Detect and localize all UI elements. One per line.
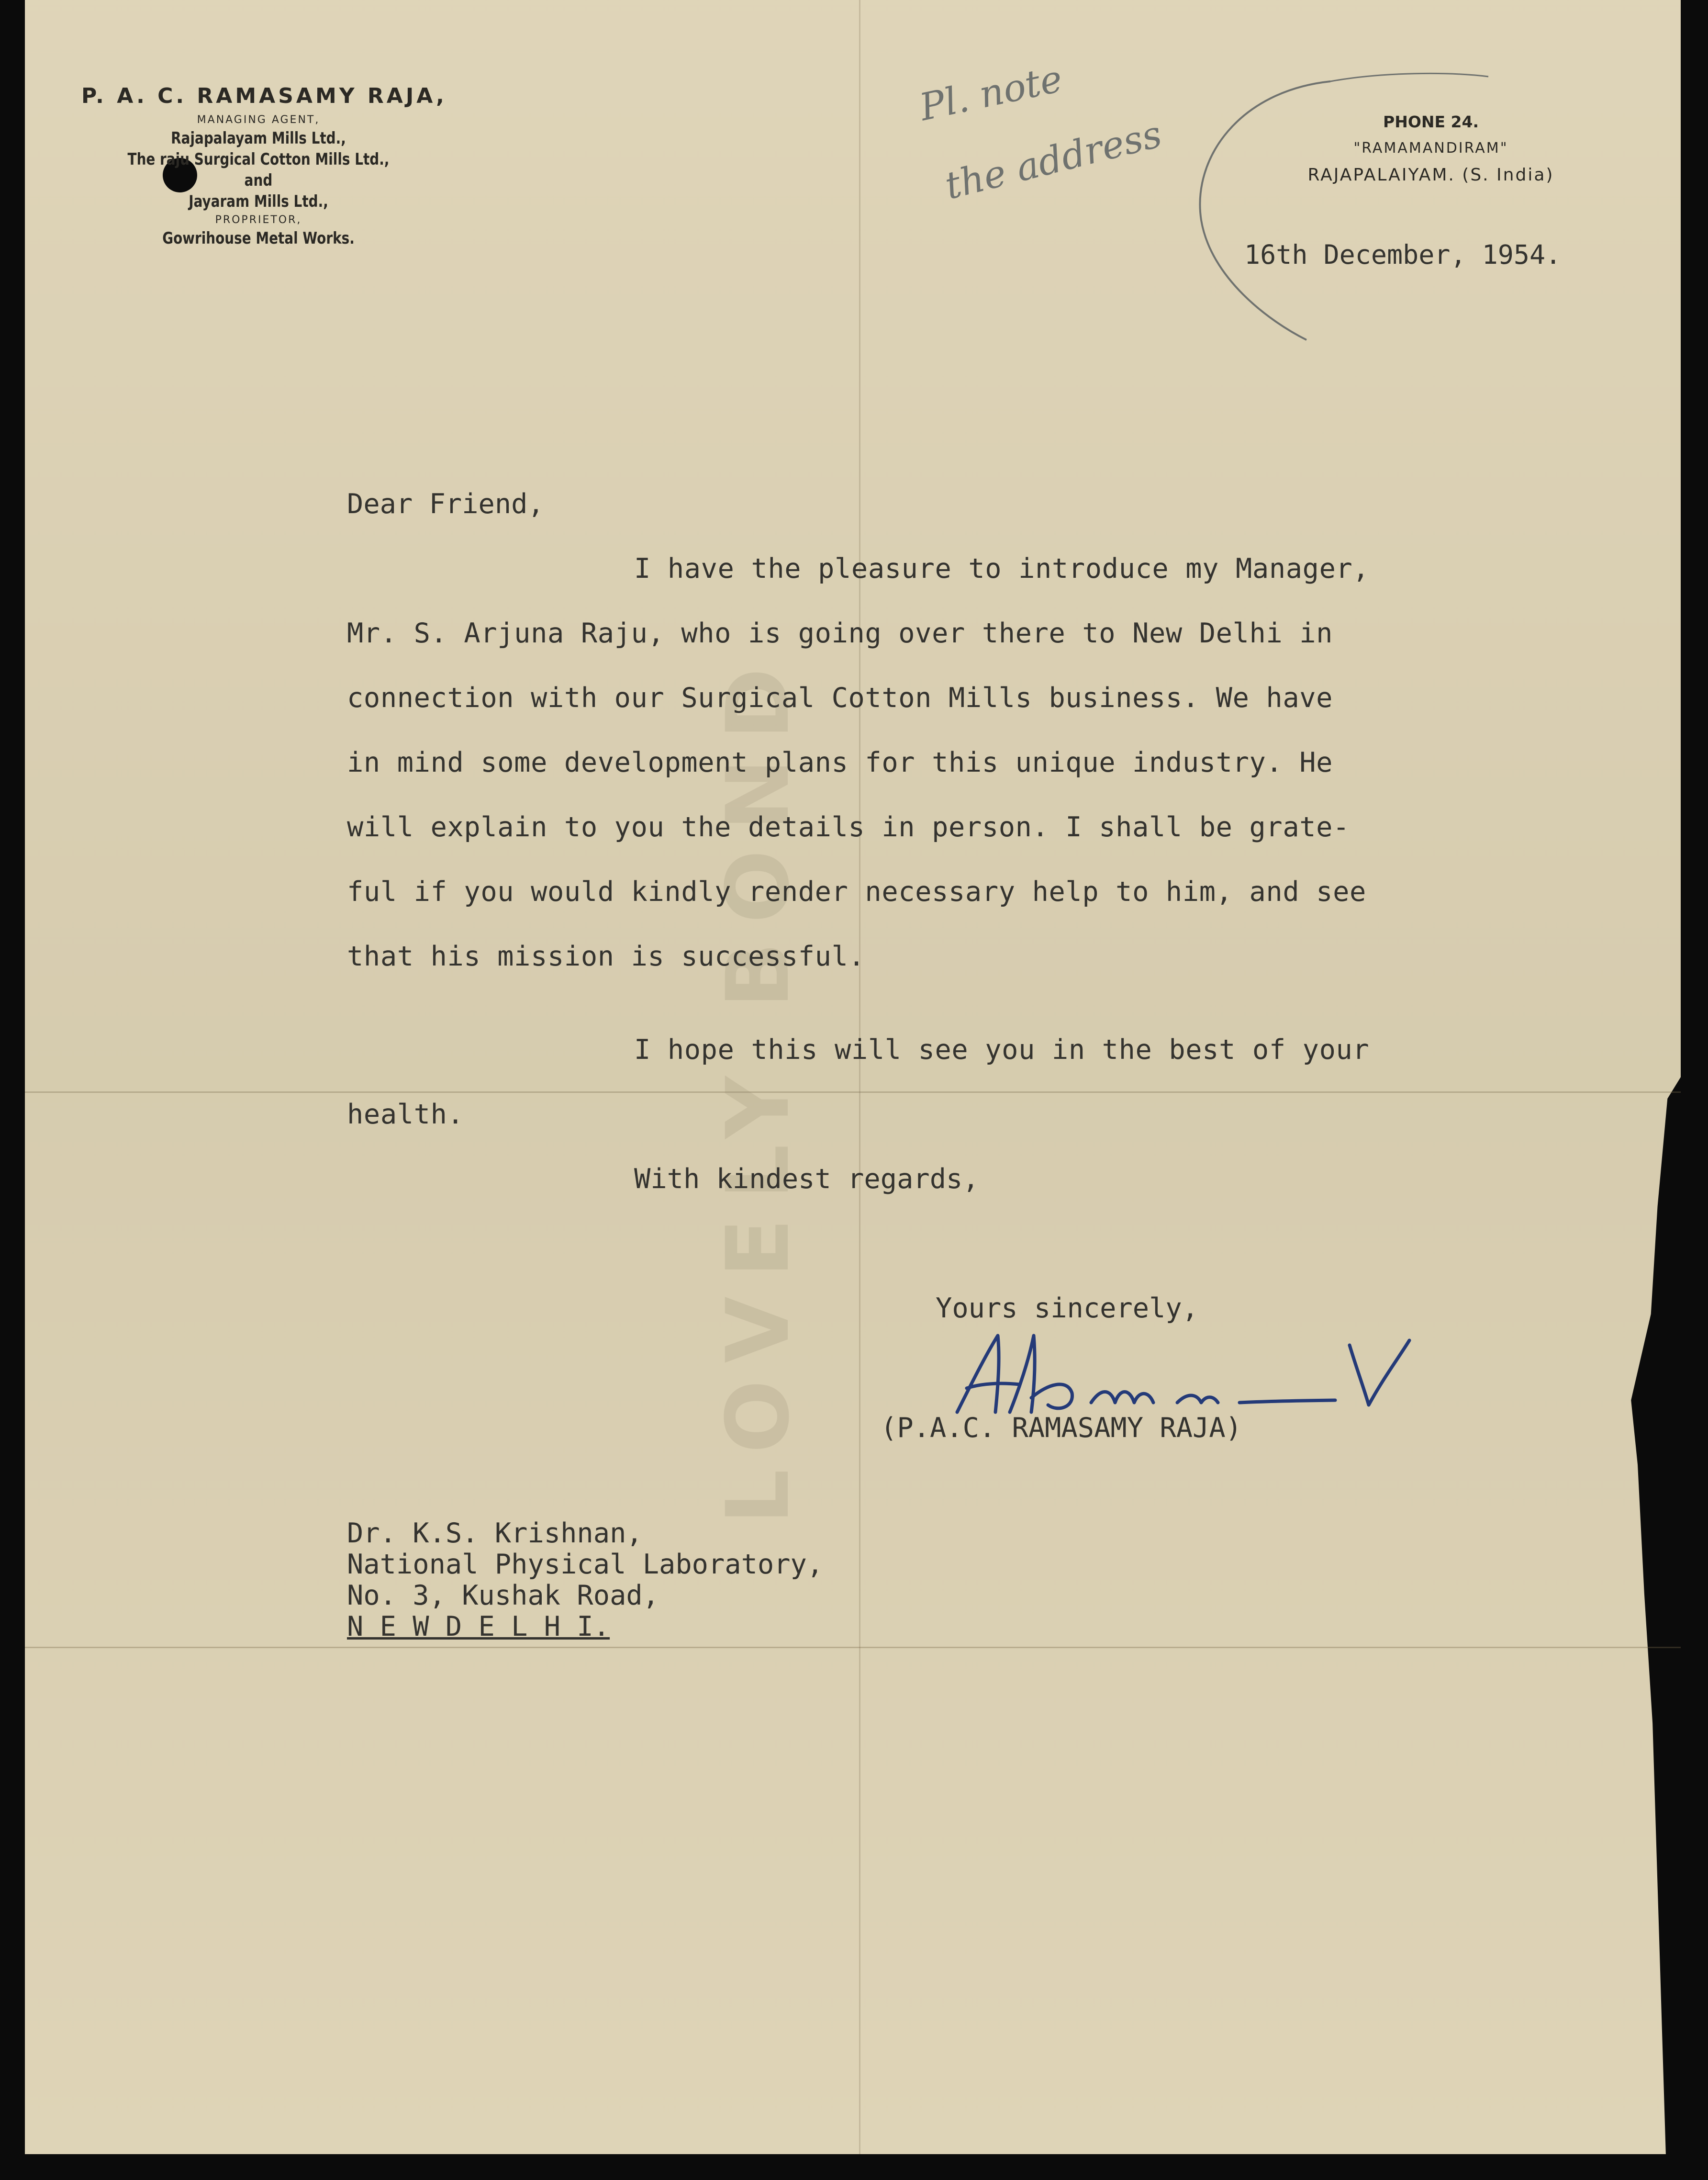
body-line: health.: [347, 1099, 464, 1130]
letterhead-name: P. A. C. RAMASAMY RAJA,: [81, 84, 447, 108]
letterhead-city: RAJAPALAIYAM. (S. India): [1307, 165, 1554, 185]
body-line: will explain to you the details in person. I shall be grate-: [347, 811, 1350, 843]
address-line: No. 3, Kushak Road,: [347, 1580, 659, 1611]
body-line: in mind some development plans for this unique industry. He: [347, 747, 1333, 778]
body-line: that his mission is successful.: [347, 941, 865, 972]
fold-line: [25, 1091, 1681, 1093]
body-line: I hope this will see you in the best of your: [634, 1034, 1370, 1066]
address-line: Dr. K.S. Krishnan,: [347, 1517, 643, 1549]
body-line: I have the pleasure to introduce my Manager,: [634, 553, 1370, 584]
letterhead-phone: PHONE 24.: [1383, 112, 1479, 131]
paper-watermark: LOVELY BOND: [708, 649, 808, 1525]
letterhead-company: The raju Surgical Cotton Mills Ltd.,: [127, 150, 390, 169]
fold-line: [859, 0, 860, 2154]
fold-line: [25, 1647, 1681, 1648]
closing-line: Yours sincerely,: [936, 1292, 1199, 1324]
body-line: ful if you would kindly render necessary help to him, and see: [347, 876, 1366, 908]
letterhead-role: PROPRIETOR,: [215, 214, 302, 226]
letterhead-company: Rajapalayam Mills Ltd.,: [171, 129, 346, 148]
letterhead-left: [81, 84, 447, 250]
address-city: N E W D E L H I.: [347, 1611, 610, 1642]
letterhead-and: and: [244, 171, 273, 190]
handwritten-annotation: Pl. note: [915, 57, 1066, 130]
address-line: National Physical Laboratory,: [347, 1549, 824, 1580]
letterhead-company: Jayaram Mills Ltd.,: [189, 192, 328, 211]
salutation: Dear Friend,: [347, 488, 544, 520]
regards-line: With kindest regards,: [634, 1163, 979, 1195]
handwritten-annotation: the address: [940, 112, 1166, 208]
signature-typed-name: (P.A.C. RAMASAMY RAJA): [881, 1412, 1242, 1444]
body-line: Mr. S. Arjuna Raju, who is going over there to New Delhi in: [347, 618, 1333, 649]
letterhead-house: "RAMAMANDIRAM": [1353, 140, 1508, 157]
body-line: connection with our Surgical Cotton Mills business. We have: [347, 682, 1333, 714]
pencil-arc: [1182, 62, 1661, 349]
letter-date: 16th December, 1954.: [1244, 239, 1562, 270]
letterhead-company: Gowrihouse Metal Works.: [162, 229, 355, 248]
letterhead-role: MANAGING AGENT,: [197, 114, 320, 126]
